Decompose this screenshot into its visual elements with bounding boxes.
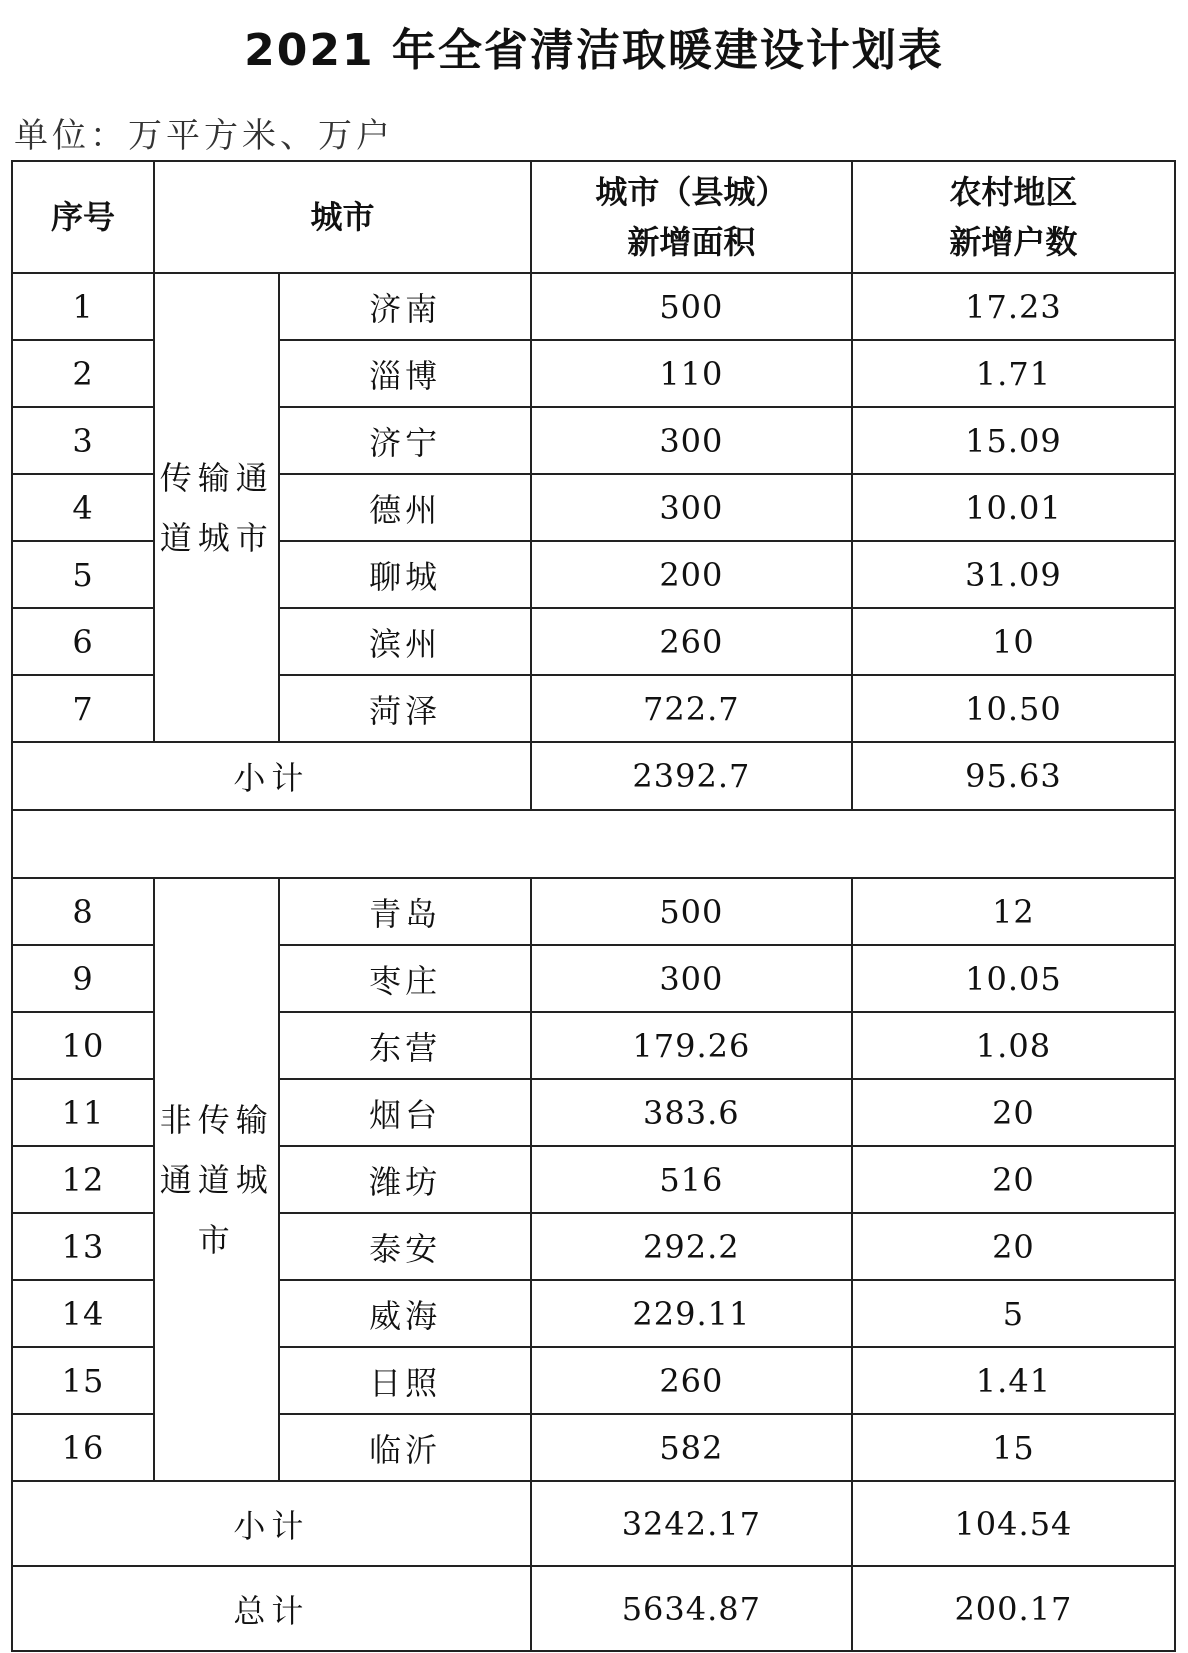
- header-urban-line1: 城市（县城）: [595, 173, 788, 211]
- row-index: 2: [12, 340, 154, 407]
- row-city: 威海: [279, 1280, 531, 1347]
- row-index: 8: [12, 878, 154, 945]
- total-label: 总计: [12, 1566, 531, 1651]
- row-city: 潍坊: [279, 1146, 531, 1213]
- row-city: 日照: [279, 1347, 531, 1414]
- total-row: [12, 1566, 1175, 1651]
- row-urban: 260: [531, 608, 852, 675]
- row-urban: 500: [531, 878, 852, 945]
- row-urban: 516: [531, 1146, 852, 1213]
- row-city: 泰安: [279, 1213, 531, 1280]
- row-urban: 300: [531, 407, 852, 474]
- subtotal-rural: 104.54: [852, 1481, 1175, 1566]
- row-city: 聊城: [279, 541, 531, 608]
- row-rural: 12: [852, 878, 1175, 945]
- row-city: 枣庄: [279, 945, 531, 1012]
- total-urban: 5634.87: [531, 1566, 852, 1651]
- row-urban: 500: [531, 273, 852, 340]
- row-index: 6: [12, 608, 154, 675]
- row-rural: 1.71: [852, 340, 1175, 407]
- row-city: 德州: [279, 474, 531, 541]
- row-rural: 20: [852, 1213, 1175, 1280]
- heating-plan-table: [11, 160, 1176, 1652]
- row-rural: 10.05: [852, 945, 1175, 1012]
- subtotal-rural: 95.63: [852, 742, 1175, 810]
- header-rural-households: [852, 161, 1175, 273]
- row-urban: 383.6: [531, 1079, 852, 1146]
- row-index: 3: [12, 407, 154, 474]
- row-city: 淄博: [279, 340, 531, 407]
- row-urban: 260: [531, 1347, 852, 1414]
- group-label-line: 通道城: [159, 1160, 274, 1199]
- subtotal-urban: 2392.7: [531, 742, 852, 810]
- group-label-line: 道城市: [159, 518, 274, 557]
- row-index: 4: [12, 474, 154, 541]
- row-city: 济南: [279, 273, 531, 340]
- row-city: 滨州: [279, 608, 531, 675]
- row-rural: 20: [852, 1146, 1175, 1213]
- group-label-line: 市: [197, 1220, 236, 1259]
- subtotal-row: [12, 742, 1175, 810]
- table-row: [12, 273, 1175, 340]
- row-rural: 20: [852, 1079, 1175, 1146]
- row-city: 烟台: [279, 1079, 531, 1146]
- subtotal-label: 小计: [12, 1481, 531, 1566]
- row-index: 16: [12, 1414, 154, 1481]
- header-urban-line2: 新增面积: [627, 223, 756, 261]
- group-label-line: 非传输: [159, 1100, 274, 1139]
- row-index: 11: [12, 1079, 154, 1146]
- row-urban: 229.11: [531, 1280, 852, 1347]
- row-index: 10: [12, 1012, 154, 1079]
- row-index: 13: [12, 1213, 154, 1280]
- row-urban: 200: [531, 541, 852, 608]
- table-row: [12, 878, 1175, 945]
- row-rural: 10.01: [852, 474, 1175, 541]
- group-label-non-transport-channel: [154, 878, 279, 1481]
- subtotal-row: [12, 1481, 1175, 1566]
- spacer-row: [12, 810, 1175, 878]
- spacer-cell: [12, 810, 1175, 878]
- row-rural: 17.23: [852, 273, 1175, 340]
- header-rural-line1: 农村地区: [949, 173, 1078, 211]
- group-label-transport-channel: [154, 273, 279, 742]
- row-index: 15: [12, 1347, 154, 1414]
- row-urban: 179.26: [531, 1012, 852, 1079]
- row-rural: 31.09: [852, 541, 1175, 608]
- row-urban: 110: [531, 340, 852, 407]
- row-index: 7: [12, 675, 154, 742]
- row-city: 青岛: [279, 878, 531, 945]
- row-rural: 1.41: [852, 1347, 1175, 1414]
- row-city: 东营: [279, 1012, 531, 1079]
- row-rural: 15: [852, 1414, 1175, 1481]
- row-urban: 292.2: [531, 1213, 852, 1280]
- row-city: 临沂: [279, 1414, 531, 1481]
- unit-note: 单位：万平方米、万户: [14, 116, 394, 156]
- total-rural: 200.17: [852, 1566, 1175, 1651]
- row-urban: 722.7: [531, 675, 852, 742]
- header-city: 城市: [154, 161, 531, 273]
- header-rural-line2: 新增户数: [949, 223, 1078, 261]
- subtotal-label: 小计: [12, 742, 531, 810]
- row-index: 1: [12, 273, 154, 340]
- row-rural: 15.09: [852, 407, 1175, 474]
- header-row: [12, 161, 1175, 273]
- row-rural: 10.50: [852, 675, 1175, 742]
- row-city: 济宁: [279, 407, 531, 474]
- row-rural: 10: [852, 608, 1175, 675]
- row-index: 12: [12, 1146, 154, 1213]
- row-urban: 300: [531, 945, 852, 1012]
- row-city: 菏泽: [279, 675, 531, 742]
- group-label-line: 传输通: [159, 458, 274, 497]
- header-index: 序号: [12, 161, 154, 273]
- row-index: 9: [12, 945, 154, 1012]
- page-title: 2021 年全省清洁取暖建设计划表: [244, 25, 944, 76]
- row-index: 14: [12, 1280, 154, 1347]
- subtotal-urban: 3242.17: [531, 1481, 852, 1566]
- row-urban: 582: [531, 1414, 852, 1481]
- row-rural: 5: [852, 1280, 1175, 1347]
- row-urban: 300: [531, 474, 852, 541]
- header-urban-area: [531, 161, 852, 273]
- row-rural: 1.08: [852, 1012, 1175, 1079]
- row-index: 5: [12, 541, 154, 608]
